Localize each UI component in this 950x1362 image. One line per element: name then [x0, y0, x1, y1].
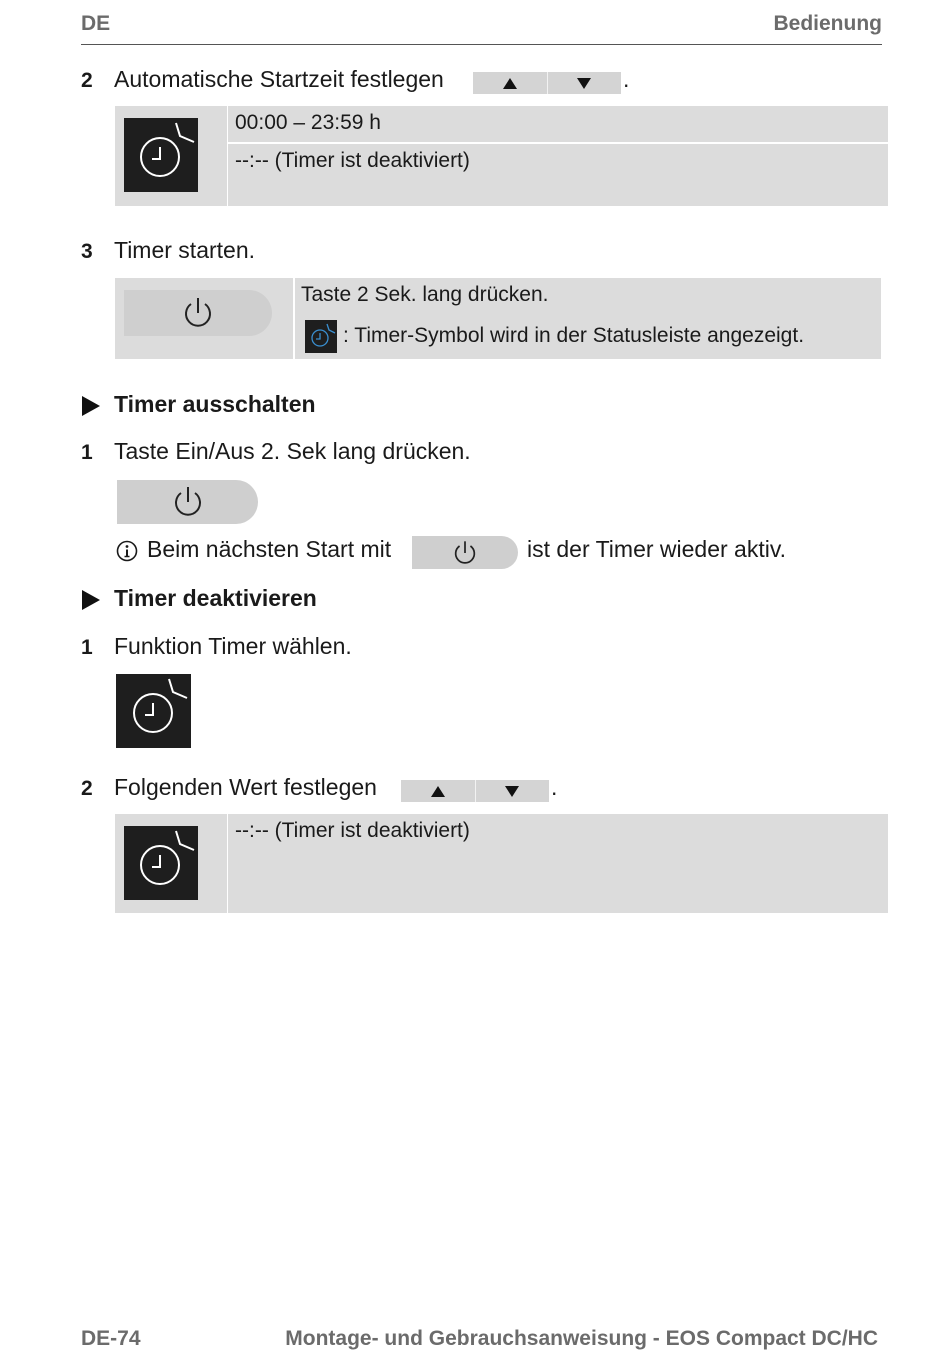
section-arrow-icon — [82, 396, 100, 416]
power-button-inline[interactable] — [412, 536, 518, 569]
step-text: Funktion Timer wählen. — [114, 633, 352, 659]
step-number: 1 — [81, 441, 93, 464]
timer-start-panel — [115, 278, 881, 359]
step-text: Taste Ein/Aus 2. Sek lang drücken. — [114, 438, 471, 464]
step-text: Folgenden Wert festlegen — [114, 774, 377, 800]
header-section-code: DE — [81, 12, 111, 35]
step-trailing-period: . — [551, 774, 558, 800]
power-button[interactable] — [117, 480, 258, 524]
value-range-row: 00:00 – 23:59 h — [235, 111, 381, 134]
power-icon — [170, 484, 206, 520]
press-instruction: Taste 2 Sek. lang drücken. — [301, 283, 549, 306]
up-down-buttons[interactable] — [473, 72, 621, 94]
step-text: Timer starten. — [114, 237, 256, 263]
arrow-up-icon[interactable] — [401, 780, 475, 802]
step-number: 2 — [81, 69, 93, 92]
section-heading: Timer deaktivieren — [114, 585, 317, 611]
header-chapter-title: Bedienung — [773, 12, 882, 35]
info-text-before: Beim nächsten Start mit — [147, 536, 392, 562]
step-text: Automatische Startzeit festlegen — [114, 66, 444, 92]
up-down-buttons[interactable] — [401, 780, 549, 802]
value-disabled-row: --:-- (Timer ist deaktiviert) — [235, 819, 470, 842]
step-number: 3 — [81, 240, 93, 263]
step-trailing-period: . — [623, 66, 630, 92]
document-title: Montage- und Gebrauchsanweisung - EOS Compact DC/HC — [285, 1327, 878, 1350]
status-bar-note: : Timer-Symbol wird in der Statusleiste angezeigt. — [343, 324, 805, 347]
page-number: DE-74 — [81, 1327, 141, 1350]
value-disabled-row: --:-- (Timer ist deaktiviert) — [235, 149, 470, 172]
step-number: 1 — [81, 636, 93, 659]
power-icon — [180, 295, 216, 331]
arrow-up-icon[interactable] — [473, 72, 547, 94]
status-timer-icon — [305, 320, 337, 353]
timer-clock-icon — [124, 118, 198, 192]
timer-value-panel — [115, 106, 888, 206]
section-arrow-icon — [82, 590, 100, 610]
step-number: 2 — [81, 777, 93, 800]
arrow-down-icon[interactable] — [475, 780, 550, 802]
header-divider — [81, 44, 882, 45]
timer-clock-icon — [124, 826, 198, 900]
info-icon — [116, 540, 138, 562]
power-icon — [451, 539, 479, 567]
power-button[interactable] — [124, 290, 272, 336]
section-heading: Timer ausschalten — [114, 391, 316, 417]
timer-deactivate-panel — [115, 814, 888, 913]
timer-clock-icon[interactable] — [116, 674, 191, 748]
arrow-down-icon[interactable] — [547, 72, 622, 94]
info-text-after: ist der Timer wieder aktiv. — [527, 536, 787, 562]
